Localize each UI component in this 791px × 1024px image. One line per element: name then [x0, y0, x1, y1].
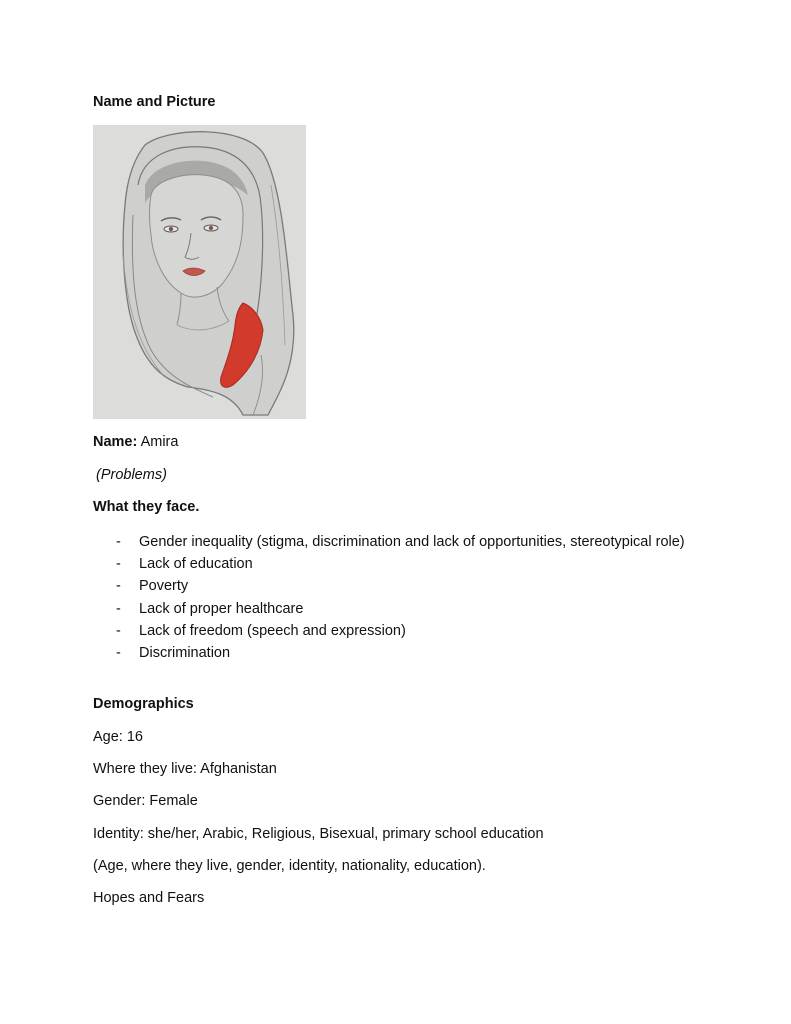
gender-line: Gender: Female	[93, 793, 198, 809]
identity-line: Identity: she/her, Arabic, Religious, Bisexual, primary school education	[93, 826, 544, 842]
section-heading-what-they-face: What they face.	[93, 499, 200, 515]
problems-note: (Problems)	[96, 467, 167, 483]
age-line: Age: 16	[93, 729, 143, 745]
name-label: Name:	[93, 434, 138, 450]
list-marker: -	[116, 556, 121, 573]
list-item	[113, 531, 713, 553]
list-item	[113, 553, 713, 575]
section-heading-name-picture: Name and Picture	[93, 94, 216, 110]
list-marker: -	[116, 645, 121, 662]
list-marker: -	[116, 600, 121, 617]
list-item	[113, 620, 713, 642]
problem-text: Poverty	[139, 578, 189, 595]
problem-text: Lack of freedom (speech and expression)	[139, 622, 406, 639]
section-heading-hopes-fears: Hopes and Fears	[93, 890, 205, 906]
name-value: Amira	[140, 434, 179, 450]
problem-text: Discrimination	[139, 645, 231, 662]
name-line	[93, 433, 178, 451]
list-item	[113, 575, 713, 597]
problem-text: Gender inequality (stigma, discrimination and lack of opportunities, stereotypical role)	[139, 534, 685, 550]
problem-text: Lack of proper healthcare	[139, 600, 304, 617]
list-marker: -	[116, 622, 121, 639]
portrait-drawing	[93, 125, 306, 419]
problem-text: Lack of education	[139, 556, 253, 573]
location-line: Where they live: Afghanistan	[93, 761, 277, 777]
problems-list	[113, 531, 713, 664]
section-heading-demographics: Demographics	[93, 696, 194, 712]
list-item	[113, 598, 713, 620]
list-item	[113, 642, 713, 664]
list-marker: -	[116, 534, 121, 550]
demographics-guide-line: (Age, where they live, gender, identity, nationality, education).	[93, 858, 486, 874]
list-marker: -	[116, 578, 121, 595]
